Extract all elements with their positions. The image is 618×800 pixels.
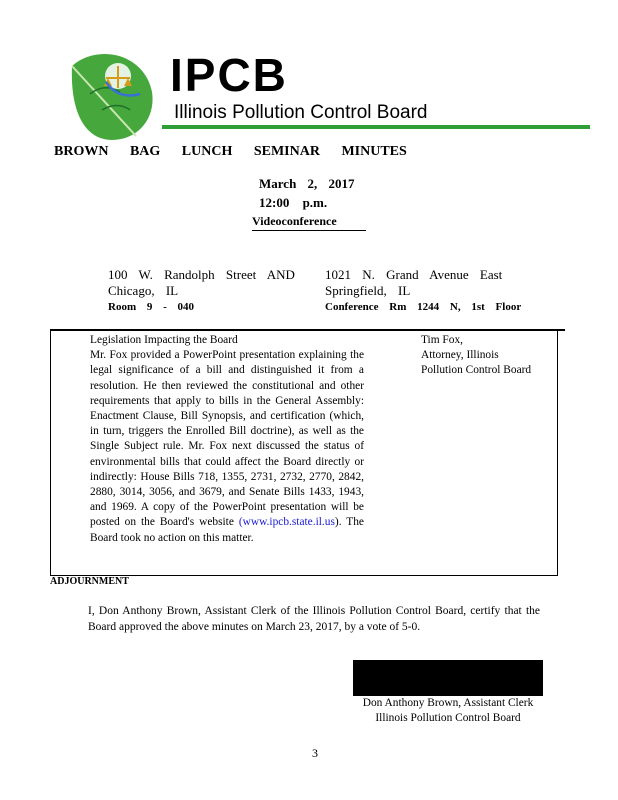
certification-statement: I, Don Anthony Brown, Assistant Clerk of the Illinois Pollution Control Board, certify that the Board approved the above minutes on March 23, 2017, by a vote of 5-0. bbox=[88, 605, 540, 633]
redacted-signature bbox=[353, 660, 543, 696]
document-title: BROWN BAG LUNCH SEMINAR MINUTES bbox=[54, 144, 407, 159]
location-chicago bbox=[108, 267, 303, 315]
signature-block bbox=[353, 696, 543, 726]
address-chicago: 100 W. Randolph Street AND bbox=[108, 267, 295, 282]
room-chicago: Room 9 - 040 bbox=[108, 301, 195, 313]
ipcb-leaf-logo bbox=[66, 48, 158, 144]
header-green-rule bbox=[162, 125, 590, 129]
table-right-border bbox=[557, 330, 558, 576]
meeting-venue: Videoconference bbox=[252, 213, 366, 231]
agenda-topic: Legislation Impacting the Board bbox=[90, 334, 238, 346]
website-link[interactable]: (www.ipcb.state.il.us bbox=[238, 516, 335, 529]
agenda-item-body bbox=[90, 333, 364, 546]
table-left-border bbox=[50, 330, 51, 576]
city-springfield: Springfield, IL bbox=[325, 283, 411, 298]
presenter-title: Attorney, Illinois bbox=[421, 349, 499, 362]
presenter-block bbox=[421, 333, 551, 379]
page-number: 3 bbox=[312, 746, 318, 760]
ipcb-wordmark: IPCB bbox=[170, 49, 288, 101]
room-springfield: Conference Rm 1244 N, 1st Floor bbox=[325, 301, 522, 313]
meeting-date: March 2, 2017 bbox=[259, 176, 355, 191]
meeting-time: 12:00 p.m. bbox=[259, 195, 328, 210]
signatory-org: Illinois Pollution Control Board bbox=[375, 712, 521, 724]
presenter-org: Pollution Control Board bbox=[421, 364, 532, 377]
presenter-name: Tim Fox, bbox=[421, 334, 464, 346]
agenda-discussion: Mr. Fox provided a PowerPoint presentation explaining the legal significance of a bill and distinguished it from a resolution. He then reviewed the constitutional and other requirements that apply to bills in the General Assembly: Enactment Clause, Bill Synopsis, and certification (which, in turn, triggers the Enrolled Bill doctrine), as well as the Single Subject rule. Mr. Fox next discussed the status of environmental bills that could affect the Board directly or indirectly: House Bills 718, 1355, 2731, 2732, 2770, 2842, 2880, 3014, 3056, and 3679, and Senate Bills 1433, 1943, and 1969. A copy of the PowerPoint presentation will be posted on the Board's website bbox=[90, 349, 364, 529]
location-springfield bbox=[325, 267, 525, 315]
address-springfield: 1021 N. Grand Avenue East bbox=[325, 267, 503, 282]
city-chicago: Chicago, IL bbox=[108, 283, 179, 298]
adjournment-heading: ADJOURNMENT bbox=[50, 576, 129, 587]
table-top-rule bbox=[50, 329, 565, 331]
agenda-closing: ). The Board took no action on this matter. bbox=[90, 516, 364, 544]
board-name: Illinois Pollution Control Board bbox=[174, 102, 428, 123]
signatory-name: Don Anthony Brown, Assistant Clerk bbox=[362, 697, 534, 709]
